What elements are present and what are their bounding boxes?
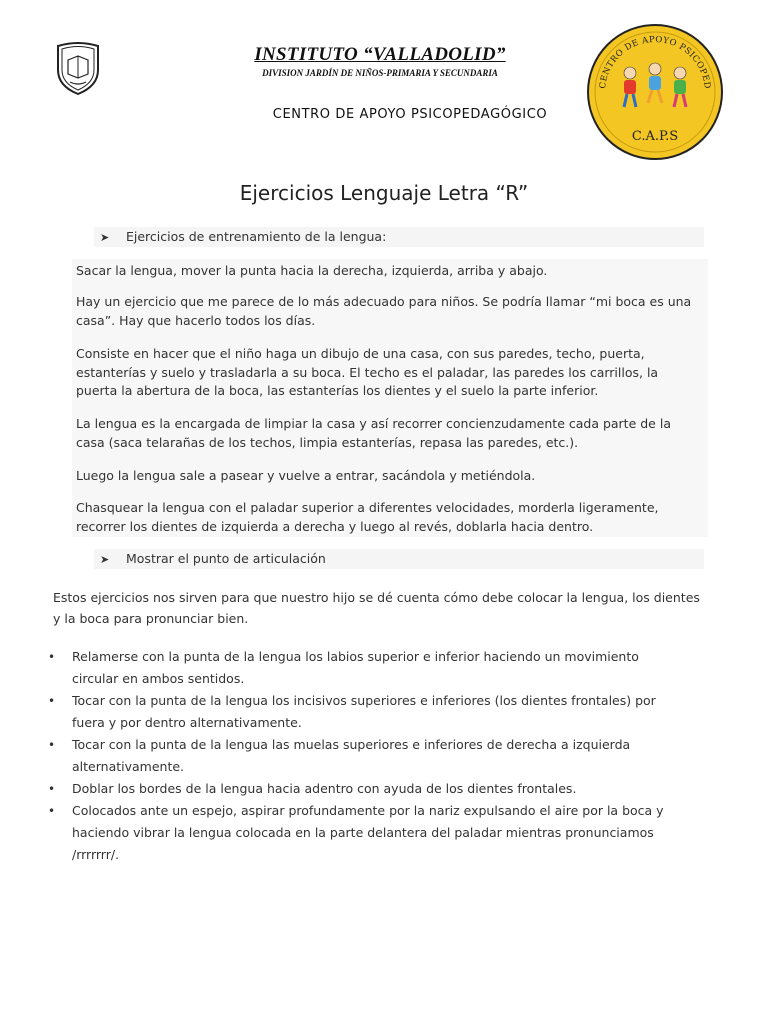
arrow-bullet-icon: ➤ xyxy=(100,231,110,244)
bullet-dot-icon: • xyxy=(48,738,56,752)
bullet-dot-icon: • xyxy=(48,804,56,818)
section-head-articulation-point xyxy=(94,549,704,569)
section-label: Ejercicios de entrenamiento de la lengua: xyxy=(126,229,387,244)
institute-title: INSTITUTO “VALLADOLID” xyxy=(254,44,506,65)
exercise-list xyxy=(46,646,686,866)
center-name: CENTRO DE APOYO PSICOPEDAGÓGICO xyxy=(272,107,548,122)
bullet-dot-icon: • xyxy=(48,650,56,664)
paragraph: Consiste en hacer que el niño haga un dibujo de una casa, con sus paredes, techo, puerta, estanterías y suelo y trasladarla a su boca. El techo es el paladar, las paredes los carrillos, la puerta la abertura de la boca, las estanterías los dientes y el suelo la parte inferior. xyxy=(76,346,659,398)
school-shield-logo xyxy=(50,40,106,96)
document-title: Ejercicios Lenguaje Letra “R” xyxy=(239,181,529,205)
list-item: • Tocar con la punta de la lengua los incisivos superiores e inferiores (los dientes frontales) por fuera y por dentro alternativamente. xyxy=(46,690,686,734)
exercise-block xyxy=(72,259,708,537)
paragraph: Luego la lengua sale a pasear y vuelve a entrar, sacándola y metiéndola. xyxy=(76,468,536,483)
logo-label: C.A.P.S xyxy=(631,129,679,144)
bullet-dot-icon: • xyxy=(48,694,56,708)
list-item: • Doblar los bordes de la lengua hacia adentro con ayuda de los dientes frontales. xyxy=(46,778,686,800)
caps-logo xyxy=(586,23,724,161)
arrow-bullet-icon: ➤ xyxy=(100,553,110,566)
paragraph: Chasquear la lengua con el paladar superior a diferentes velocidades, morderla ligeramente, recorrer los dientes de izquierda a derecha y luego al revés, doblarla hacia dentro. xyxy=(76,500,659,534)
list-item: • Colocados ante un espejo, aspirar profundamente por la nariz expulsando el aire por la boca y haciendo vibrar la lengua colocada en la parte delantera del paladar mientras pronunciamos /rrrrrrr/. xyxy=(46,800,686,866)
paragraph: Hay un ejercicio que me parece de lo más adecuado para niños. Se podría llamar “mi boca es una casa”. Hay que hacerlo todos los días. xyxy=(76,294,692,328)
paragraph: La lengua es la encargada de limpiar la casa y así recorrer concienzudamente cada parte de la casa (saca telarañas de los techos, limpia estanterías, repasa las paredes, etc.). xyxy=(76,416,671,450)
institute-subtitle: DIVISION JARDÍN DE NIÑOS-PRIMARIA Y SECUNDARIA xyxy=(262,68,498,78)
logo-ring-text: CENTRO DE APOYO PSICOPED xyxy=(598,34,713,90)
section-label: Mostrar el punto de articulación xyxy=(126,551,326,566)
section-head-tongue-training xyxy=(94,227,704,247)
list-item: • Tocar con la punta de la lengua las muelas superiores e inferiores de derecha a izquierda alternativamente. xyxy=(46,734,686,778)
intro-paragraph: Estos ejercicios nos sirven para que nuestro hijo se dé cuenta cómo debe colocar la lengua, los dientes y la boca para pronunciar bien. xyxy=(53,590,700,626)
paragraph: Sacar la lengua, mover la punta hacia la derecha, izquierda, arriba y abajo. xyxy=(76,263,548,278)
bullet-dot-icon: • xyxy=(48,782,56,796)
list-item: • Relamerse con la punta de la lengua los labios superior e inferior haciendo un movimiento circular en ambos sentidos. xyxy=(46,646,686,690)
